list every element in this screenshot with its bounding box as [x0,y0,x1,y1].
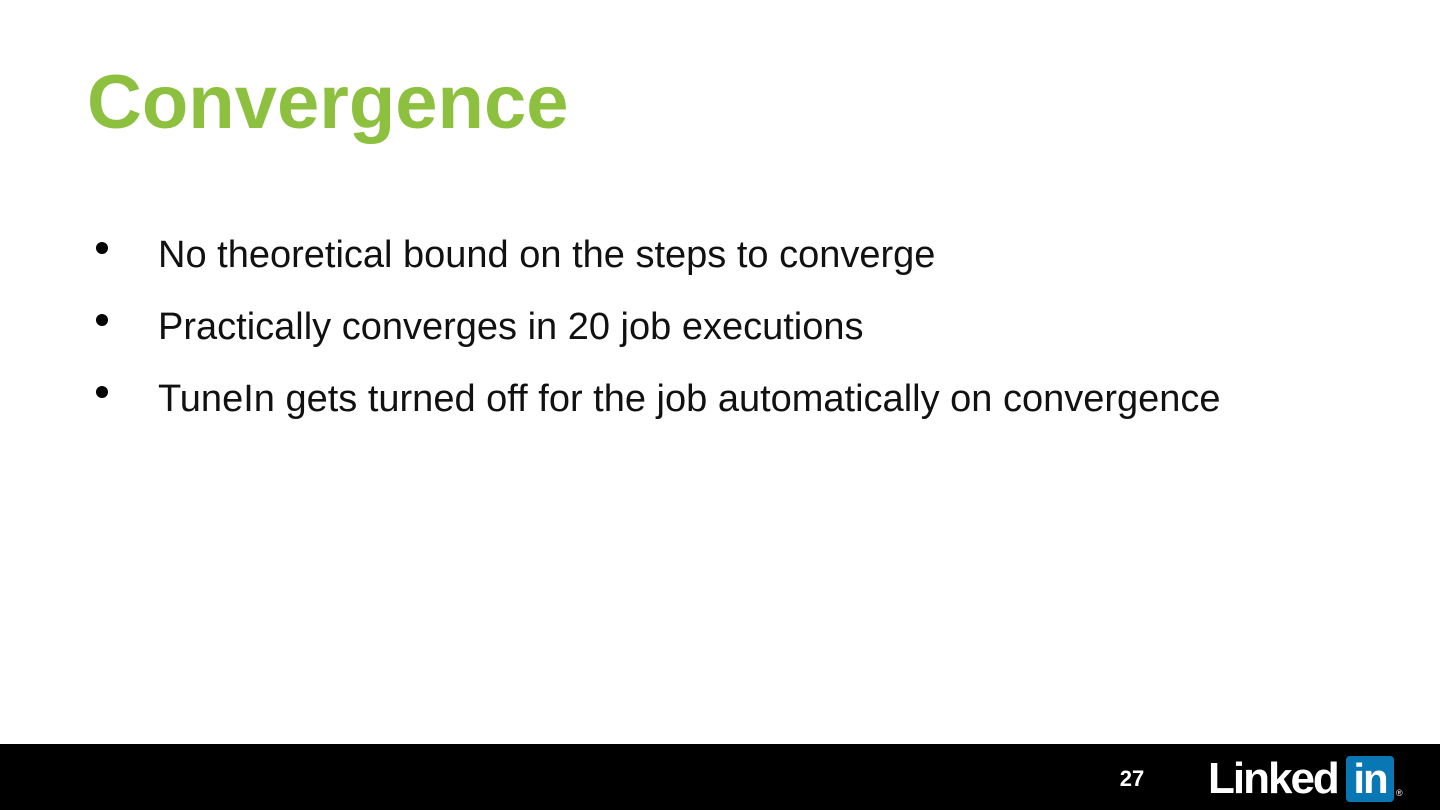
logo-in-box [1346,756,1394,802]
linkedin-logo [1206,754,1406,804]
registered-mark-icon: ® [1396,788,1403,798]
footer-bar [0,744,1440,810]
bullet-icon [96,242,108,254]
bullet-icon [96,386,108,398]
slide-title: Convergence [87,60,569,145]
logo-wordmark: Linked [1208,754,1338,803]
bullet-text: TuneIn gets turned off for the job automatically on convergence [158,378,1221,420]
bullet-text: No theoretical bound on the steps to converge [158,234,936,276]
logo-in-text: in [1353,755,1387,802]
bullet-icon [96,314,108,326]
bullet-text: Practically converges in 20 job executions [158,306,864,348]
page-number: 27 [1119,766,1145,791]
